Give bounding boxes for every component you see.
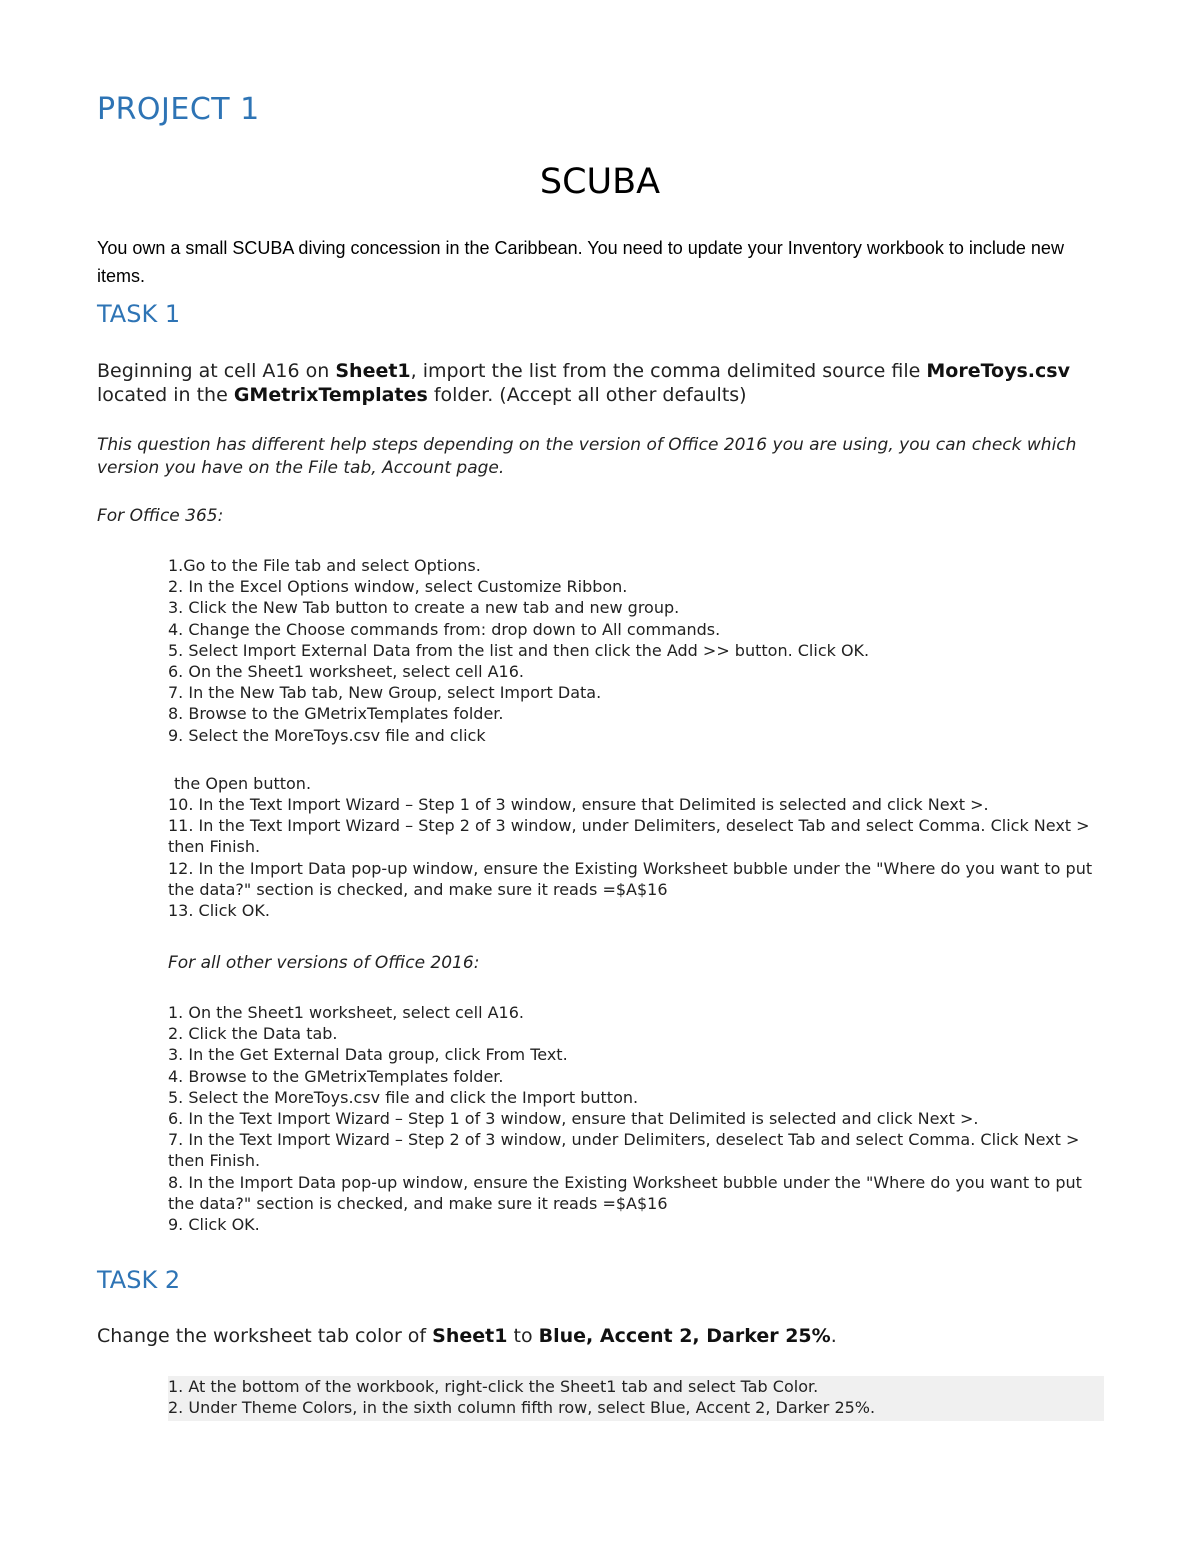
list-item: 9. Click OK. — [168, 1215, 260, 1235]
task-1-instruction: Beginning at cell A16 on Sheet1, import the list from the comma delimited source file MoreToys.csv located in the GMetrixTemplates folder. (Accept all other defaults) — [97, 360, 1070, 406]
list-item: 3. In the Get External Data group, click From Text. — [168, 1045, 568, 1065]
list-item: 7. In the New Tab tab, New Group, select Import Data. — [168, 683, 602, 703]
list-item: 1. At the bottom of the workbook, right-click the Sheet1 tab and select Tab Color. — [168, 1377, 819, 1396]
version-note: This question has different help steps depending on the version of Office 2016 you are using, you can check which version you have on the File tab, Account page. — [97, 435, 1077, 478]
list-item: 8. Browse to the GMetrixTemplates folder. — [168, 704, 504, 724]
page-title: SCUBA — [539, 162, 661, 202]
office365-steps — [168, 555, 1108, 921]
project-heading: PROJECT 1 — [97, 92, 260, 127]
list-item: 11. In the Text Import Wizard – Step 2 of 3 window, under Delimiters, deselect Tab and select Comma. Click Next > then Finish. — [168, 816, 1090, 857]
list-item: 4. Change the Choose commands from: drop down to All commands. — [168, 619, 721, 639]
list-item: 1. On the Sheet1 worksheet, select cell A16. — [168, 1003, 524, 1022]
other-versions-label: For all other versions of Office 2016: — [168, 953, 480, 973]
list-item: 6. In the Text Import Wizard – Step 1 of 3 window, ensure that Delimited is selected and click Next >. — [168, 1109, 979, 1129]
list-item: 6. On the Sheet1 worksheet, select cell A16. — [168, 662, 524, 682]
task-2-steps — [168, 1376, 1104, 1421]
list-item: 12. In the Import Data pop-up window, ensure the Existing Worksheet bubble under the "Where do you want to put the data?" section is checked, and make sure it reads =$A$16 — [168, 858, 1093, 899]
list-item: the Open button. — [174, 773, 312, 793]
list-item: 2. In the Excel Options window, select Customize Ribbon. — [168, 577, 628, 597]
list-item: 1.Go to the File tab and select Options. — [168, 556, 481, 575]
list-item: 4. Browse to the GMetrixTemplates folder. — [168, 1066, 504, 1086]
list-item: 9. Select the MoreToys.csv file and click — [168, 725, 486, 745]
intro-paragraph: You own a small SCUBA diving concession in the Caribbean. You need to update your Inventory workbook to include new items. — [97, 238, 1064, 286]
list-item: 2. Under Theme Colors, in the sixth column fifth row, select Blue, Accent 2, Darker 25%. — [168, 1398, 876, 1418]
list-item: 13. Click OK. — [168, 901, 270, 921]
list-item: 10. In the Text Import Wizard – Step 1 of 3 window, ensure that Delimited is selected and click Next >. — [168, 795, 989, 815]
list-spacer — [168, 746, 1108, 773]
task-1-heading: TASK 1 — [97, 300, 181, 328]
office365-label: For Office 365: — [97, 506, 224, 526]
task-2-instruction: Change the worksheet tab color of Sheet1 to Blue, Accent 2, Darker 25%. — [97, 1325, 837, 1347]
other-versions-steps — [168, 1002, 1108, 1235]
list-item: 3. Click the New Tab button to create a new tab and new group. — [168, 598, 680, 618]
list-item: 2. Click the Data tab. — [168, 1024, 338, 1044]
list-item: 7. In the Text Import Wizard – Step 2 of 3 window, under Delimiters, deselect Tab and select Comma. Click Next > then Finish. — [168, 1130, 1080, 1171]
list-item: 5. Select the MoreToys.csv file and click the Import button. — [168, 1087, 639, 1107]
list-item: 8. In the Import Data pop-up window, ensure the Existing Worksheet bubble under the "Where do you want to put the data?" section is checked, and make sure it reads =$A$16 — [168, 1172, 1082, 1213]
list-item: 5. Select Import External Data from the list and then click the Add >> button. Click OK. — [168, 640, 870, 660]
task-2-heading: TASK 2 — [97, 1266, 181, 1294]
